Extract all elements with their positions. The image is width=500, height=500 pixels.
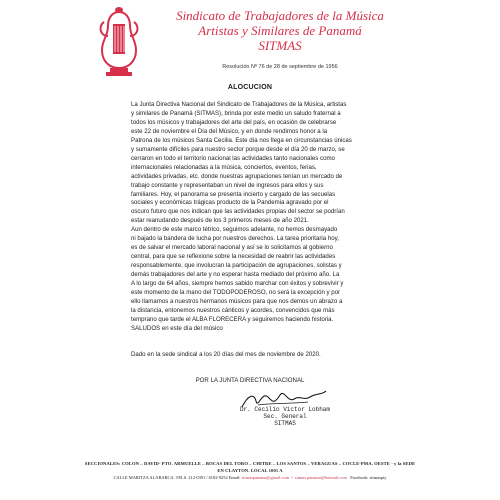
body-line: y sumamente difíciles para nuestro sector porque desde el día 20 de marzo, se — [131, 145, 345, 153]
body-line: estar reanudando después de los 3 primeros meses de año 2021. — [131, 217, 309, 225]
letter-footer — [0, 460, 500, 481]
body-line: ni bajado la bandera de lucha por nuestros derechos. La tarea prioritaria hoy, — [131, 235, 339, 243]
body-line: responsablemente, que involucran la participación de agrupaciones, solistas y — [131, 262, 342, 270]
footer-facebook: Facebook: sitmaspty — [350, 475, 387, 480]
body-line: cerraron en todo el territorio nacional las actividades tanto nacionales como — [131, 154, 335, 162]
footer-contact-line: CALLE MARITZA ALABARCA. TELS. 212-0391 / 6182-9252 Email: sitmaspanama@gmail.com / sitmas.panama@hotmail.com Facebook: sitmaspty — [113, 475, 387, 480]
body-line: este 22 de noviembre el Día del Músico, y en donde rendimos honor a la — [131, 127, 328, 135]
footer-contact-text: CALLE MARITZA ALABARCA. TELS. 212-0391 / 6182-9252 Email: — [113, 475, 241, 480]
resolution-note: Resolución Nº 76 de 28 de septiembre de 1956 — [222, 64, 338, 70]
organization-title-line-3: SITMAS — [258, 38, 302, 53]
body-line: todos los músicos y trabajadores del arte del país, en ocasión de celebrarse — [131, 118, 337, 126]
signature-block — [200, 406, 370, 427]
signatory-role: Sec. General — [263, 413, 307, 420]
body-line: internacionales relacionadas a la música, conciertos, eventos, ferias, — [131, 163, 317, 171]
body-line: este momento de la mano del TODOPODEROSO, no será la excepción y por — [131, 289, 341, 297]
body-line: trabajo constante y representaban un nivel de ingresos para ellos y sus — [131, 181, 324, 189]
body-line: familiares. Hoy, el panorama se presenta incierto y cargado de las secuelas — [131, 190, 336, 198]
footer-branches-line: SECCIONALES: COLON – DAVID- PTO. ARMUELLE – BOCAS DEL TORO – CHITRE – LOS SANTOS – VERAGUAS – COCLE-PMA. OESTE - y la SEDE — [84, 461, 416, 466]
organization-title — [150, 8, 410, 53]
body-line: Patrona de los músicos Santa Cecilia. Este día nos llega en circunstancias únicas — [131, 136, 352, 144]
body-line: SALUDOS en este día del músico — [131, 324, 223, 332]
body-line: temprano que tarde el ALBA FLORECERA y seguiremos haciendo historia. — [131, 315, 334, 323]
document-heading: ALOCUCION — [227, 84, 273, 91]
body-line: La Junta Directiva Nacional del Sindicato de Trabajadores de la Música, artistas — [131, 101, 347, 108]
signatory-organization: SITMAS — [274, 420, 296, 427]
body-line: y similares de Panamá (SITMAS), brinda por este medio un saludo fraternal a — [131, 109, 341, 117]
signed-by-line: POR LA JUNTA DIRECTIVA NACIONAL — [195, 377, 305, 384]
body-line: Aun dentro de este marco tétrico, seguimos adelante, no hemos desmayado — [131, 226, 338, 234]
footer-email-hotmail-link[interactable]: sitmas.panama@hotmail.com — [294, 475, 347, 480]
signatory-name: Dr. Cecilio Víctor Lobham — [239, 406, 330, 413]
organization-title-line-2: Artistas y Similares de Panamá — [198, 23, 362, 38]
body-line: ello llamamos a nuestros hermanos músicos para que nos demos un abrazo a — [131, 297, 343, 305]
body-line: la distancia, entonemos nuestros cánticos y acordes, convencidos que más — [131, 306, 335, 314]
body-line: oscuro futuro que nos indican que las actividades propias del sector se podrían — [131, 208, 345, 216]
footer-address-line: EN CLAYTON. LOCAL 1001 A — [217, 468, 283, 473]
body-line: A lo largo de 64 años, siempre hemos sabido marchar con éxitos y sobrevivir y — [131, 280, 344, 288]
body-line: sociales y económicas trágicas producto de la Pandemia agravado por el — [131, 199, 329, 207]
body-line: central, para que se reflexione sobre la necesidad de reabrir las actividades — [131, 253, 336, 261]
closing-date-line: Dado en la sede sindical a los 20 días del mes de noviembre de 2020. — [131, 351, 321, 358]
body-line: es de salvar el mercado laboral nacional y así se lo solicitamos al gobierno — [131, 244, 333, 252]
document-body — [131, 101, 371, 334]
lyre-logo-icon — [96, 6, 142, 78]
body-line: demás trabajadores del arte y no esperar hasta mediado del próximo año. La — [131, 271, 340, 279]
organization-title-line-1: Sindicato de Trabajadores de la Música — [176, 8, 384, 23]
body-line: actividades privadas, etc. donde nuestras agrupaciones tenían un mercado de — [131, 172, 343, 180]
footer-email-gmail-link[interactable]: sitmaspanama@gmail.com — [241, 475, 290, 480]
